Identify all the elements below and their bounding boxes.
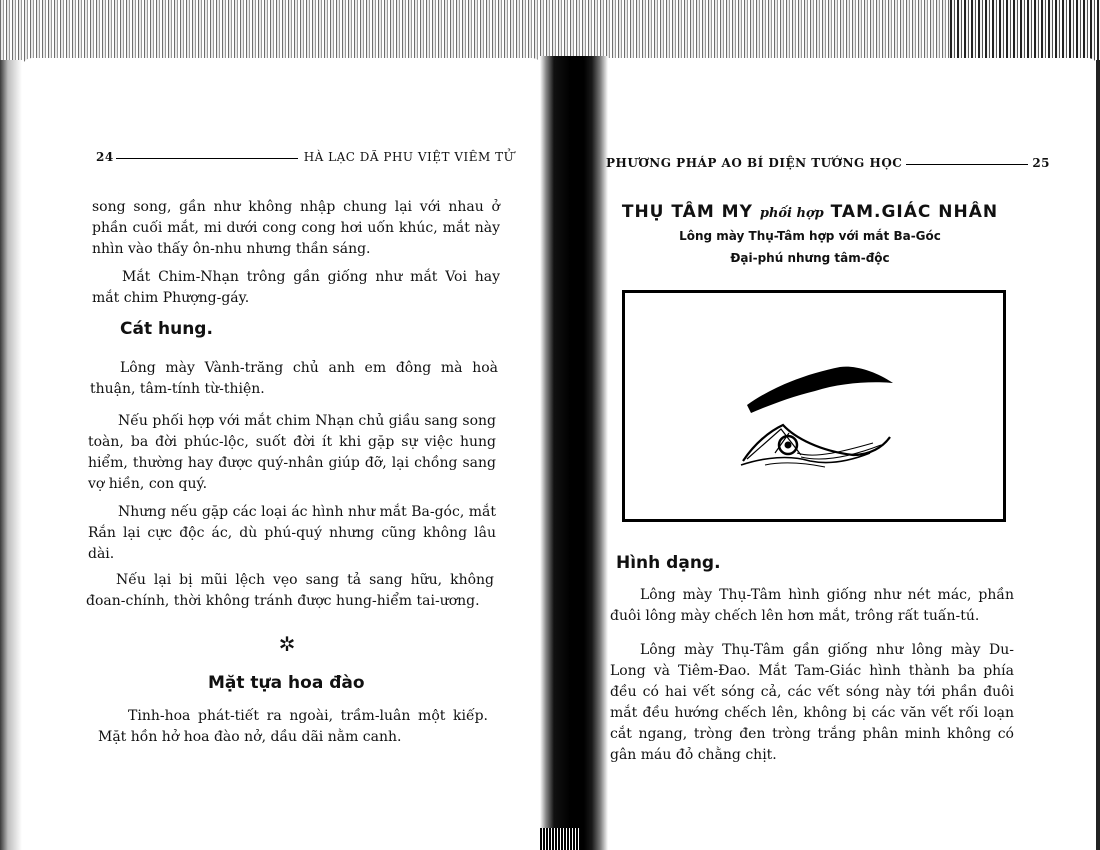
chapter-subtitle-2: Đại-phú nhưng tâm-độc [730,251,890,265]
book-edge-left [0,60,24,850]
left-paragraph-2: Mắt Chim-Nhạn trông gần giống như mắt Voi hay mắt chim Phượng-gáy. [92,269,500,306]
chapter-subtitle-1: Lông mày Thụ-Tâm hợp với mắt Ba-Góc [679,229,941,243]
header-rule [116,158,298,159]
cat-hung-paragraph-4: Nếu lại bị mũi lệch vẹo sang tả sang hữu, không đoan-chính, thời không tránh được hung-hiểm tai-ương. [86,572,494,609]
eyebrow-shape [747,367,893,413]
title-part-2: TAM.GIÁC NHÂN [830,202,999,222]
heading-mat-tua-hoa-dao: Mặt tựa hoa đào [208,673,365,693]
gutter-foot-artifact [540,828,580,850]
hinh-dang-paragraph-1: Lông mày Thụ-Tâm hình giống như nét mác, phần đuôi lông mày chếch lên hơn mắt, trông rất tuấn-tú. [610,587,1014,624]
hinh-dang-paragraph-2: Lông mày Thụ-Tâm gần giống như lông mày Du-Long và Tiêm-Đao. Mắt Tam-Giác hình thành ba phía đều có hai vết sóng cả, các vết sóng này tới phần đuôi mắt đều hướng chếch lên, không bị các văn vết rối loạn cắt ngang, tròng đen tròng trắng phân minh không có gân máu đỏ chằng chịt. [610,642,1014,763]
left-running-title: HÀ LẠC DÃ PHU VIỆT VIÊM TỬ [303,150,515,164]
cat-hung-paragraph-3: Nhưng nếu gặp các loại ác hình như mắt Ba-góc, mắt Rắn lại cực độc ác, dù phú-quý nhưng cũng không lâu dài. [88,504,496,562]
heading-hinh-dang: Hình dạng. [616,553,721,573]
eye-wave-lines [797,443,881,459]
mat-tua-paragraph: Tinh-hoa phát-tiết ra ngoài, trầm-luân một kiếp. Mặt hồn hở hoa đào nở, dầu dãi nằm canh. [98,708,488,745]
right-page-header [606,156,1051,170]
ornament-star: ✲ [278,632,296,656]
left-paragraph-1: song song, gần như không nhập chung lại với nhau ở phần cuối mắt, mi dưới cong cong hơi uốn khúc, mắt này nhìn vào thấy ôn-nhu nhưng thần sáng. [92,199,500,257]
left-page-number: 24 [96,150,114,164]
cat-hung-paragraph-1: Lông mày Vành-trăng chủ anh em đông mà hoà thuận, tâm-tính từ-thiện. [90,360,498,397]
eye-fold-line [765,463,825,467]
title-connector: phối hợp [759,206,824,221]
right-page-number: 25 [1032,156,1051,170]
book-gutter [540,56,608,850]
title-part-1: THỤ TÂM MY [621,202,753,222]
right-running-title: PHƯƠNG PHÁP AO BÍ DIỆN TƯỚNG HỌC [606,156,903,170]
cat-hung-paragraph-2: Nếu phối hợp với mắt chim Nhạn chủ giầu sang song toàn, ba đời phúc-lộc, suốt đời ít khi gặp sự việc hung hiểm, thường hay được quý-nhân giúp đỡ, lại chồng sang vợ hiền, con quý. [88,413,496,492]
heading-cat-hung: Cát hung. [120,319,213,339]
book-edge-right [1096,60,1100,850]
chapter-title [620,202,1000,222]
eye-pupil [785,442,792,449]
header-rule [906,164,1028,165]
scan-artifact-top [0,0,1100,62]
eyebrow-eye-illustration [625,293,1003,519]
scan-artifact-top-right [950,0,1100,62]
illustration-frame [622,290,1006,522]
left-page-header [96,150,515,164]
